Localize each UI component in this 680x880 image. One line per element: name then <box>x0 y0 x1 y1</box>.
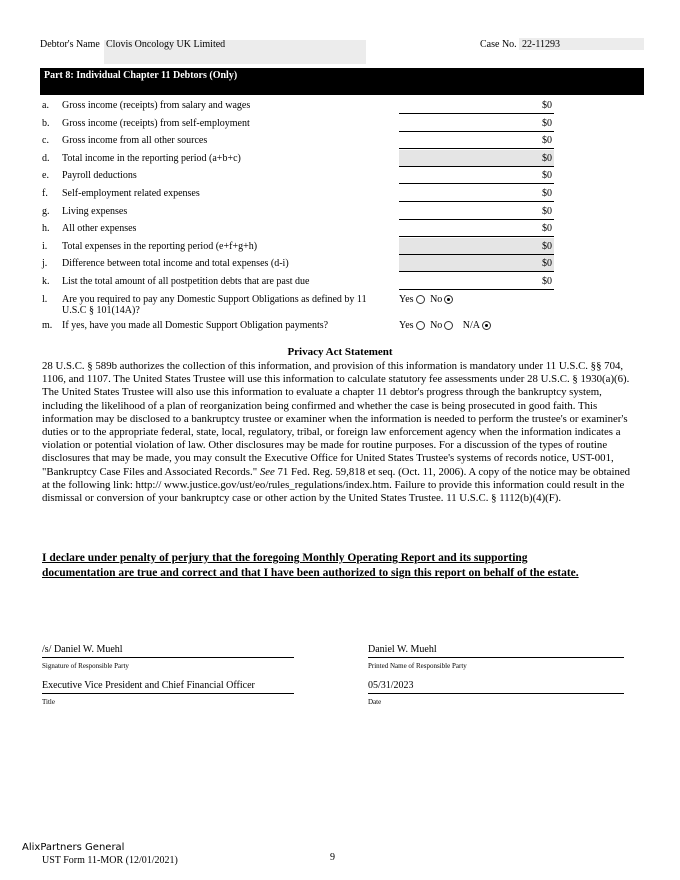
question-m-no-radio[interactable] <box>444 321 453 330</box>
row-label: Gross income (receipts) from salary and wages <box>62 100 251 111</box>
question-m-yes-label: Yes <box>399 320 414 331</box>
question-m-yes-radio[interactable] <box>416 321 425 330</box>
row-value[interactable]: $0 <box>399 167 554 184</box>
printed-name-field[interactable]: Daniel W. Muehl <box>368 642 624 658</box>
row-letter: i. <box>42 240 48 252</box>
row-value[interactable]: $0 <box>399 132 554 149</box>
row-letter: e. <box>42 170 49 182</box>
table-row <box>42 238 552 256</box>
row-value[interactable]: $0 <box>399 115 554 132</box>
question-m-na-radio[interactable] <box>482 321 491 330</box>
row-label: Difference between total income and total expenses (d-i) <box>62 258 289 270</box>
question-l-no-label: No <box>430 294 443 305</box>
row-letter: f. <box>42 188 48 199</box>
privacy-body-part-1: 28 U.S.C. § 589b authorizes the collection of this information, and provision of this information is mandatory under 11 U.S.C. §§ 704, 1106, and 1107. The United States Trustee will use this information to calculate statutory fee assessments under 28 U.S.C. § 1930(a)(6). The United States Trustee will also use this information to evaluate a chapter 11 debtor's progress through the bankruptcy system, including the likelihood of a plan of reorganization being confirmed and whether the case is being prosecuted in good faith. This information may be disclosed to a bankruptcy trustee or examiner when the information is needed to perform the trustee's or examiner's duties or to the appropriate federal, state, local, regulatory, tribal, or foreign law enforcement agency when the information indicates a violation or potential violation of law. Other disclosures may be made for routine purposes. For a discussion of the types of routine disclosures that may be made, you may consult the Executive Office for United States Trustee's systems of records notice, UST-001, "Bankruptcy Case Files and Associated Records." <box>42 360 630 478</box>
case-number-label: Case No. <box>480 39 517 50</box>
table-row <box>42 167 552 185</box>
table-row <box>42 220 552 238</box>
row-value[interactable]: $0 <box>399 255 554 272</box>
table-row <box>42 132 552 150</box>
row-label: All other expenses <box>62 223 137 235</box>
table-row <box>42 97 552 115</box>
date-label: Date <box>368 698 382 706</box>
row-label: Gross income (receipts) from self-employment <box>62 117 250 129</box>
form-number: UST Form 11-MOR (12/01/2021) <box>42 855 178 866</box>
table-row <box>42 150 552 168</box>
privacy-body-part-2: 71 Fed. Reg. 59,818 et seq. (Oct. 11, 2006). A copy of the notice may be obtained at the following link: http:// www.justice.gov/ust/eo/rules_regulations/index.htm. Failure to provide this information could result in the dismissal or conversion of your bankruptcy case or other action by the United States Trustee. 11 U.S.C. § 1112(b)(4)(F). <box>42 465 631 505</box>
row-letter: k. <box>42 276 50 287</box>
row-label: Self-employment related expenses <box>62 188 200 199</box>
table-row <box>42 273 552 291</box>
part-8-header: Part 8: Individual Chapter 11 Debtors (Only) <box>40 68 644 95</box>
question-m-na-label: N/A <box>462 320 481 331</box>
row-letter: a. <box>42 100 49 111</box>
row-value[interactable]: $0 <box>399 273 554 290</box>
question-l-text: Are you required to pay any Domestic Support Obligations as defined by 11 U.S.C § 101(14A)? <box>62 294 367 316</box>
question-m-no-label: No <box>430 320 443 331</box>
declaration: I declare under penalty of perjury that the foregoing Monthly Operating Report and its supporting documentation are true and correct and that I have been authorized to sign this report on behalf of the estate. <box>42 552 579 579</box>
signature-label: Signature of Responsible Party <box>42 662 129 670</box>
row-value[interactable]: $0 <box>399 185 554 202</box>
question-l-no-radio[interactable] <box>444 295 453 304</box>
classification-label: AlixPartners General <box>22 842 125 853</box>
question-l <box>42 294 642 320</box>
page-number: 9 <box>330 852 335 863</box>
row-letter: g. <box>42 205 50 217</box>
question-l-letter: l. <box>42 294 48 305</box>
table-row <box>42 115 552 133</box>
question-l-yes-label: Yes <box>399 294 414 305</box>
row-letter: d. <box>42 152 50 164</box>
case-number-value: 22-11293 <box>522 39 560 50</box>
row-value[interactable]: $0 <box>399 220 554 237</box>
question-m-letter: m. <box>42 320 53 331</box>
row-letter: h. <box>42 223 50 235</box>
title-field[interactable]: Executive Vice President and Chief Financial Officer <box>42 678 294 694</box>
row-label: Payroll deductions <box>62 170 137 182</box>
debtor-name-value: Clovis Oncology UK Limited <box>106 39 226 50</box>
question-m <box>42 320 642 336</box>
row-letter: c. <box>42 135 49 147</box>
question-l-yes-radio[interactable] <box>416 295 425 304</box>
row-value[interactable]: $0 <box>399 150 554 167</box>
row-label: Living expenses <box>62 205 128 217</box>
question-m-text: If yes, have you made all Domestic Support Obligation payments? <box>62 320 329 331</box>
printed-name-label: Printed Name of Responsible Party <box>368 662 467 670</box>
privacy-act-title: Privacy Act Statement <box>287 346 393 358</box>
row-value[interactable]: $0 <box>399 97 554 114</box>
table-row <box>42 185 552 203</box>
row-label: List the total amount of all postpetition debts that are past due <box>62 276 310 287</box>
row-value[interactable]: $0 <box>399 238 554 255</box>
row-letter: j. <box>42 258 48 270</box>
row-letter: b. <box>42 117 50 129</box>
title-label: Title <box>42 698 55 706</box>
debtor-name-label: Debtor's Name <box>40 39 100 50</box>
table-row <box>42 203 552 221</box>
table-row <box>42 255 552 273</box>
date-field[interactable]: 05/31/2023 <box>368 678 624 694</box>
privacy-see: See <box>259 465 275 478</box>
row-label: Gross income from all other sources <box>62 135 208 147</box>
row-label: Total income in the reporting period (a+b+c) <box>62 152 241 164</box>
row-value[interactable]: $0 <box>399 203 554 220</box>
signature-field[interactable]: /s/ Daniel W. Muehl <box>42 642 294 658</box>
row-label: Total expenses in the reporting period (e+f+g+h) <box>62 240 258 252</box>
privacy-act-body <box>42 360 632 505</box>
